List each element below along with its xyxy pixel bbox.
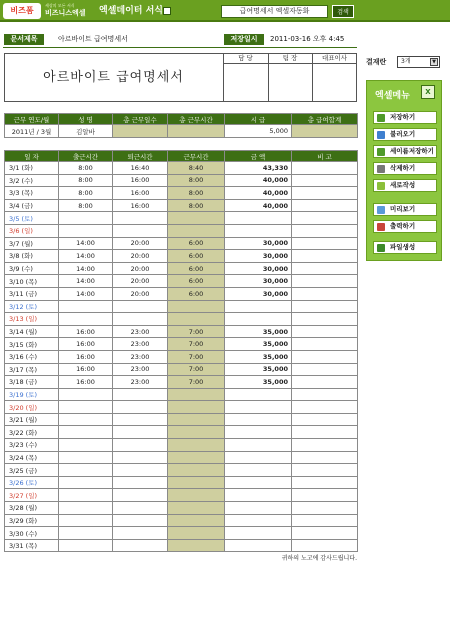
approval-staff: 담 당 [223, 53, 268, 64]
start-time-cell[interactable]: 14:00 [59, 237, 113, 250]
header-date: 일 자 [5, 151, 59, 162]
save-label: 저장하기 [390, 113, 416, 121]
header-total-hours: 총 근무시간 [168, 114, 225, 125]
start-time-cell[interactable] [59, 451, 113, 464]
amount-cell[interactable] [225, 313, 292, 326]
date-cell[interactable]: 3/30 (수) [5, 527, 59, 540]
start-time-cell[interactable] [59, 212, 113, 225]
approval-ceo: 대표이사 [312, 53, 357, 64]
date-cell[interactable]: 3/11 (금) [5, 287, 59, 300]
table-row [5, 376, 358, 389]
start-time-cell[interactable]: 16:00 [59, 325, 113, 338]
table-row [5, 439, 358, 452]
work-hours-cell[interactable]: 6:00 [168, 250, 225, 263]
total-pay-cell[interactable] [292, 125, 358, 138]
excel-menu-panel [366, 80, 442, 261]
date-cell[interactable]: 3/29 (화) [5, 514, 59, 527]
end-time-cell[interactable]: 23:00 [113, 350, 168, 363]
header-work-hours: 근무시간 [168, 151, 225, 162]
start-time-cell[interactable] [59, 489, 113, 502]
date-cell[interactable]: 3/23 (수) [5, 439, 59, 452]
end-time-cell[interactable] [113, 476, 168, 489]
date-cell[interactable]: 3/16 (수) [5, 350, 59, 363]
date-cell[interactable]: 3/7 (월) [5, 237, 59, 250]
summary-table [4, 113, 358, 138]
bizforms-logo[interactable]: 비즈폼 [3, 3, 41, 19]
work-hours-cell[interactable] [168, 489, 225, 502]
date-cell[interactable]: 3/27 (일) [5, 489, 59, 502]
table-row [5, 476, 358, 489]
business-excel-logo[interactable] [45, 3, 93, 19]
amount-cell[interactable] [225, 401, 292, 414]
end-time-cell[interactable] [113, 502, 168, 515]
open-icon [377, 131, 385, 139]
remarks-cell[interactable] [292, 514, 358, 527]
end-time-cell[interactable] [113, 514, 168, 527]
print-label: 출력하기 [390, 222, 416, 230]
end-time-cell[interactable]: 16:00 [113, 174, 168, 187]
date-cell[interactable]: 3/2 (수) [5, 174, 59, 187]
save-as-button[interactable] [373, 145, 437, 158]
work-hours-cell[interactable] [168, 502, 225, 515]
table-row [5, 426, 358, 439]
date-cell[interactable]: 3/22 (화) [5, 426, 59, 439]
work-hours-cell[interactable]: 8:00 [168, 187, 225, 200]
load-button[interactable] [373, 128, 437, 141]
work-hours-cell[interactable]: 7:00 [168, 325, 225, 338]
end-time-cell[interactable] [113, 388, 168, 401]
amount-cell[interactable] [225, 212, 292, 225]
end-time-cell[interactable]: 23:00 [113, 325, 168, 338]
table-row [5, 325, 358, 338]
amount-cell[interactable] [225, 502, 292, 515]
start-time-cell[interactable] [59, 502, 113, 515]
work-hours-cell[interactable] [168, 539, 225, 552]
remarks-cell[interactable] [292, 174, 358, 187]
work-hours-cell[interactable]: 6:00 [168, 287, 225, 300]
work-hours-cell[interactable]: 8:00 [168, 174, 225, 187]
top-bar [0, 0, 450, 22]
approval-count-select[interactable] [397, 56, 440, 68]
table-row [5, 489, 358, 502]
preview-button[interactable] [373, 203, 437, 216]
amount-cell[interactable]: 30,000 [225, 237, 292, 250]
preview-label: 미리보기 [390, 205, 416, 213]
date-cell[interactable]: 3/10 (목) [5, 275, 59, 288]
amount-cell[interactable] [225, 224, 292, 237]
remarks-cell[interactable] [292, 413, 358, 426]
end-time-cell[interactable]: 23:00 [113, 338, 168, 351]
table-row [5, 502, 358, 515]
end-time-cell[interactable] [113, 224, 168, 237]
remarks-cell[interactable] [292, 527, 358, 540]
delete-label: 삭제하기 [390, 164, 416, 172]
date-cell[interactable]: 3/6 (일) [5, 224, 59, 237]
new-doc-icon [377, 182, 385, 190]
approval-manager: 팀 장 [268, 53, 312, 64]
date-cell[interactable]: 3/8 (화) [5, 250, 59, 263]
remarks-cell[interactable] [292, 464, 358, 477]
table-row [5, 464, 358, 477]
date-cell[interactable]: 3/15 (화) [5, 338, 59, 351]
hourly-wage-cell[interactable]: 5,000 [225, 125, 292, 138]
date-cell[interactable]: 3/9 (수) [5, 262, 59, 275]
new-label: 새로작성 [390, 181, 416, 189]
remarks-cell[interactable] [292, 162, 358, 175]
approval-count-value: 3개 [401, 58, 411, 65]
summary-value-row [5, 125, 358, 138]
remarks-cell[interactable] [292, 300, 358, 313]
remarks-cell[interactable] [292, 224, 358, 237]
work-hours-cell[interactable] [168, 313, 225, 326]
start-time-cell[interactable]: 14:00 [59, 275, 113, 288]
work-hours-cell[interactable] [168, 388, 225, 401]
date-cell[interactable]: 3/4 (금) [5, 199, 59, 212]
amount-cell[interactable] [225, 464, 292, 477]
remarks-cell[interactable] [292, 451, 358, 464]
date-cell[interactable]: 3/5 (토) [5, 212, 59, 225]
table-row [5, 300, 358, 313]
print-button[interactable] [373, 220, 437, 233]
end-time-cell[interactable]: 20:00 [113, 250, 168, 263]
end-time-cell[interactable] [113, 313, 168, 326]
table-row [5, 401, 358, 414]
remarks-cell[interactable] [292, 212, 358, 225]
daily-pay-table [4, 150, 358, 552]
logo-name: 비즈니스엑셀 [45, 9, 86, 17]
end-time-cell[interactable]: 16:40 [113, 162, 168, 175]
amount-cell[interactable]: 30,000 [225, 262, 292, 275]
start-time-cell[interactable] [59, 527, 113, 540]
work-hours-cell[interactable] [168, 527, 225, 540]
start-time-cell[interactable] [59, 439, 113, 452]
amount-cell[interactable]: 30,000 [225, 275, 292, 288]
table-row [5, 451, 358, 464]
remarks-cell[interactable] [292, 338, 358, 351]
remarks-cell[interactable] [292, 439, 358, 452]
amount-cell[interactable] [225, 426, 292, 439]
save-icon [377, 114, 385, 122]
header-name: 성 명 [59, 114, 113, 125]
end-time-cell[interactable] [113, 464, 168, 477]
table-row [5, 250, 358, 263]
date-cell[interactable]: 3/26 (토) [5, 476, 59, 489]
work-hours-cell[interactable]: 7:00 [168, 376, 225, 389]
table-row [5, 162, 358, 175]
amount-cell[interactable]: 35,000 [225, 363, 292, 376]
work-hours-cell[interactable]: 7:00 [168, 338, 225, 351]
start-time-cell[interactable] [59, 313, 113, 326]
start-time-cell[interactable]: 14:00 [59, 262, 113, 275]
header-total-days: 총 근무일수 [113, 114, 168, 125]
excel-icon: X [421, 85, 435, 99]
table-header-row [5, 151, 358, 162]
header-end-time: 퇴근시간 [113, 151, 168, 162]
remarks-cell[interactable] [292, 376, 358, 389]
date-cell[interactable]: 3/24 (목) [5, 451, 59, 464]
amount-cell[interactable] [225, 413, 292, 426]
start-time-cell[interactable]: 8:00 [59, 162, 113, 175]
start-time-cell[interactable] [59, 464, 113, 477]
search-button[interactable]: 검색 [332, 5, 354, 18]
amount-cell[interactable] [225, 489, 292, 502]
date-cell[interactable]: 3/20 (일) [5, 401, 59, 414]
work-hours-cell[interactable] [168, 514, 225, 527]
work-hours-cell[interactable]: 7:00 [168, 363, 225, 376]
footer-note: 귀하의 노고에 감사드립니다. [281, 555, 357, 562]
table-row [5, 199, 358, 212]
preview-icon [377, 206, 385, 214]
work-hours-cell[interactable] [168, 401, 225, 414]
table-row [5, 413, 358, 426]
amount-cell[interactable]: 40,000 [225, 174, 292, 187]
saved-time-value: 2011-03-16 오후 4:45 [270, 35, 345, 43]
start-time-cell[interactable] [59, 539, 113, 552]
end-time-cell[interactable] [113, 489, 168, 502]
amount-cell[interactable]: 35,000 [225, 338, 292, 351]
work-hours-cell[interactable]: 7:00 [168, 350, 225, 363]
work-hours-cell[interactable] [168, 451, 225, 464]
end-time-cell[interactable] [113, 413, 168, 426]
file-icon [377, 244, 385, 252]
end-time-cell[interactable] [113, 439, 168, 452]
employee-name-cell[interactable]: 김알바 [59, 125, 113, 138]
work-hours-cell[interactable]: 6:00 [168, 237, 225, 250]
table-row [5, 237, 358, 250]
save-button[interactable] [373, 111, 437, 124]
header-hourly-wage: 시 급 [225, 114, 292, 125]
approval-count-label: 결재란 [366, 58, 387, 66]
end-time-cell[interactable]: 20:00 [113, 237, 168, 250]
saved-time-label: 저장일시 [224, 34, 264, 45]
table-row [5, 262, 358, 275]
table-row [5, 313, 358, 326]
remarks-cell[interactable] [292, 350, 358, 363]
end-time-cell[interactable] [113, 426, 168, 439]
create-file-label: 파일생성 [390, 243, 416, 251]
work-hours-cell[interactable] [168, 300, 225, 313]
work-hours-cell[interactable] [168, 464, 225, 477]
remarks-cell[interactable] [292, 401, 358, 414]
date-cell[interactable]: 3/17 (목) [5, 363, 59, 376]
summary-header-row [5, 114, 358, 125]
date-cell[interactable]: 3/13 (일) [5, 313, 59, 326]
work-month-cell[interactable]: 2011년 / 3월 [5, 125, 59, 138]
remarks-cell[interactable] [292, 476, 358, 489]
table-row [5, 212, 358, 225]
table-row [5, 224, 358, 237]
table-row [5, 275, 358, 288]
work-hours-cell[interactable] [168, 426, 225, 439]
amount-cell[interactable] [225, 539, 292, 552]
amount-cell[interactable]: 30,000 [225, 250, 292, 263]
table-row [5, 350, 358, 363]
start-time-cell[interactable] [59, 514, 113, 527]
search-input[interactable]: 급여명세서 엑셀자동화 [221, 5, 328, 18]
amount-cell[interactable]: 43,330 [225, 162, 292, 175]
date-cell[interactable]: 3/1 (화) [5, 162, 59, 175]
logo-tagline: 세상의 모든 서식 [45, 3, 75, 8]
amount-cell[interactable]: 35,000 [225, 376, 292, 389]
table-row [5, 388, 358, 401]
table-row [5, 539, 358, 552]
doc-name-value: 아르바이트 급여명세서 [58, 35, 128, 43]
end-time-cell[interactable] [113, 212, 168, 225]
work-hours-cell[interactable]: 8:40 [168, 162, 225, 175]
table-row [5, 174, 358, 187]
start-time-cell[interactable] [59, 476, 113, 489]
amount-cell[interactable]: 40,000 [225, 199, 292, 212]
menu-title: 엑셀메뉴 [375, 91, 410, 101]
table-row [5, 338, 358, 351]
document-icon [163, 7, 171, 15]
amount-cell[interactable]: 35,000 [225, 350, 292, 363]
remarks-cell[interactable] [292, 502, 358, 515]
start-time-cell[interactable]: 16:00 [59, 338, 113, 351]
date-cell[interactable]: 3/12 (토) [5, 300, 59, 313]
end-time-cell[interactable]: 16:00 [113, 187, 168, 200]
end-time-cell[interactable] [113, 401, 168, 414]
amount-cell[interactable]: 30,000 [225, 287, 292, 300]
end-time-cell[interactable]: 20:00 [113, 287, 168, 300]
remarks-cell[interactable] [292, 363, 358, 376]
remarks-cell[interactable] [292, 199, 358, 212]
work-hours-cell[interactable] [168, 413, 225, 426]
doc-name-label: 문서제목 [4, 34, 44, 45]
end-time-cell[interactable] [113, 451, 168, 464]
amount-cell[interactable] [225, 388, 292, 401]
date-cell[interactable]: 3/3 (목) [5, 187, 59, 200]
amount-cell[interactable] [225, 451, 292, 464]
start-time-cell[interactable]: 8:00 [59, 187, 113, 200]
save-as-icon [377, 148, 385, 156]
remarks-cell[interactable] [292, 262, 358, 275]
end-time-cell[interactable] [113, 539, 168, 552]
remarks-cell[interactable] [292, 388, 358, 401]
start-time-cell[interactable] [59, 388, 113, 401]
remarks-cell[interactable] [292, 287, 358, 300]
work-hours-cell[interactable] [168, 476, 225, 489]
end-time-cell[interactable] [113, 527, 168, 540]
header-divider [3, 47, 357, 48]
start-time-cell[interactable]: 14:00 [59, 287, 113, 300]
save-as-label: 세이름저장하기 [390, 147, 434, 155]
page-title: 아르바이트 급여명세서 [43, 70, 184, 85]
total-hours-cell[interactable] [168, 125, 225, 138]
total-days-cell[interactable] [113, 125, 168, 138]
print-icon [377, 223, 385, 231]
remarks-cell[interactable] [292, 313, 358, 326]
date-cell[interactable]: 3/19 (토) [5, 388, 59, 401]
header-amount: 금 액 [225, 151, 292, 162]
amount-cell[interactable]: 35,000 [225, 325, 292, 338]
start-time-cell[interactable] [59, 224, 113, 237]
remarks-cell[interactable] [292, 489, 358, 502]
start-time-cell[interactable]: 8:00 [59, 199, 113, 212]
work-hours-cell[interactable] [168, 212, 225, 225]
work-hours-cell[interactable]: 6:00 [168, 262, 225, 275]
work-hours-cell[interactable]: 8:00 [168, 199, 225, 212]
remarks-cell[interactable] [292, 187, 358, 200]
date-cell[interactable]: 3/21 (월) [5, 413, 59, 426]
table-row [5, 287, 358, 300]
work-hours-cell[interactable] [168, 439, 225, 452]
end-time-cell[interactable]: 23:00 [113, 376, 168, 389]
start-time-cell[interactable] [59, 426, 113, 439]
table-row [5, 527, 358, 540]
start-time-cell[interactable] [59, 300, 113, 313]
trash-icon [377, 165, 385, 173]
header-work-month: 근무 연도/월 [5, 114, 59, 125]
header-total-pay: 총 급여합계 [292, 114, 358, 125]
start-time-cell[interactable] [59, 401, 113, 414]
app-title: 엑셀데이터 서식 [99, 6, 163, 16]
date-cell[interactable]: 3/31 (목) [5, 539, 59, 552]
work-hours-cell[interactable]: 6:00 [168, 275, 225, 288]
amount-cell[interactable] [225, 476, 292, 489]
end-time-cell[interactable] [113, 300, 168, 313]
amount-cell[interactable] [225, 439, 292, 452]
date-cell[interactable]: 3/18 (금) [5, 376, 59, 389]
table-row [5, 514, 358, 527]
header-remarks: 비 고 [292, 151, 358, 162]
start-time-cell[interactable]: 8:00 [59, 174, 113, 187]
remarks-cell[interactable] [292, 275, 358, 288]
header-start-time: 출근시간 [59, 151, 113, 162]
date-cell[interactable]: 3/14 (월) [5, 325, 59, 338]
end-time-cell[interactable]: 20:00 [113, 262, 168, 275]
remarks-cell[interactable] [292, 237, 358, 250]
end-time-cell[interactable]: 16:00 [113, 199, 168, 212]
amount-cell[interactable]: 40,000 [225, 187, 292, 200]
remarks-cell[interactable] [292, 539, 358, 552]
remarks-cell[interactable] [292, 426, 358, 439]
date-cell[interactable]: 3/25 (금) [5, 464, 59, 477]
amount-cell[interactable] [225, 514, 292, 527]
date-cell[interactable]: 3/28 (월) [5, 502, 59, 515]
amount-cell[interactable] [225, 300, 292, 313]
start-time-cell[interactable]: 16:00 [59, 376, 113, 389]
end-time-cell[interactable]: 20:00 [113, 275, 168, 288]
table-row [5, 187, 358, 200]
delete-button[interactable] [373, 162, 437, 175]
remarks-cell[interactable] [292, 325, 358, 338]
start-time-cell[interactable] [59, 413, 113, 426]
start-time-cell[interactable]: 14:00 [59, 250, 113, 263]
load-label: 불러오기 [390, 130, 416, 138]
start-time-cell[interactable]: 16:00 [59, 350, 113, 363]
end-time-cell[interactable]: 23:00 [113, 363, 168, 376]
new-button[interactable] [373, 179, 437, 192]
remarks-cell[interactable] [292, 250, 358, 263]
table-row [5, 363, 358, 376]
work-hours-cell[interactable] [168, 224, 225, 237]
amount-cell[interactable] [225, 527, 292, 540]
start-time-cell[interactable]: 16:00 [59, 363, 113, 376]
create-file-button[interactable] [373, 241, 437, 254]
chevron-down-icon[interactable]: ▼ [430, 58, 438, 66]
